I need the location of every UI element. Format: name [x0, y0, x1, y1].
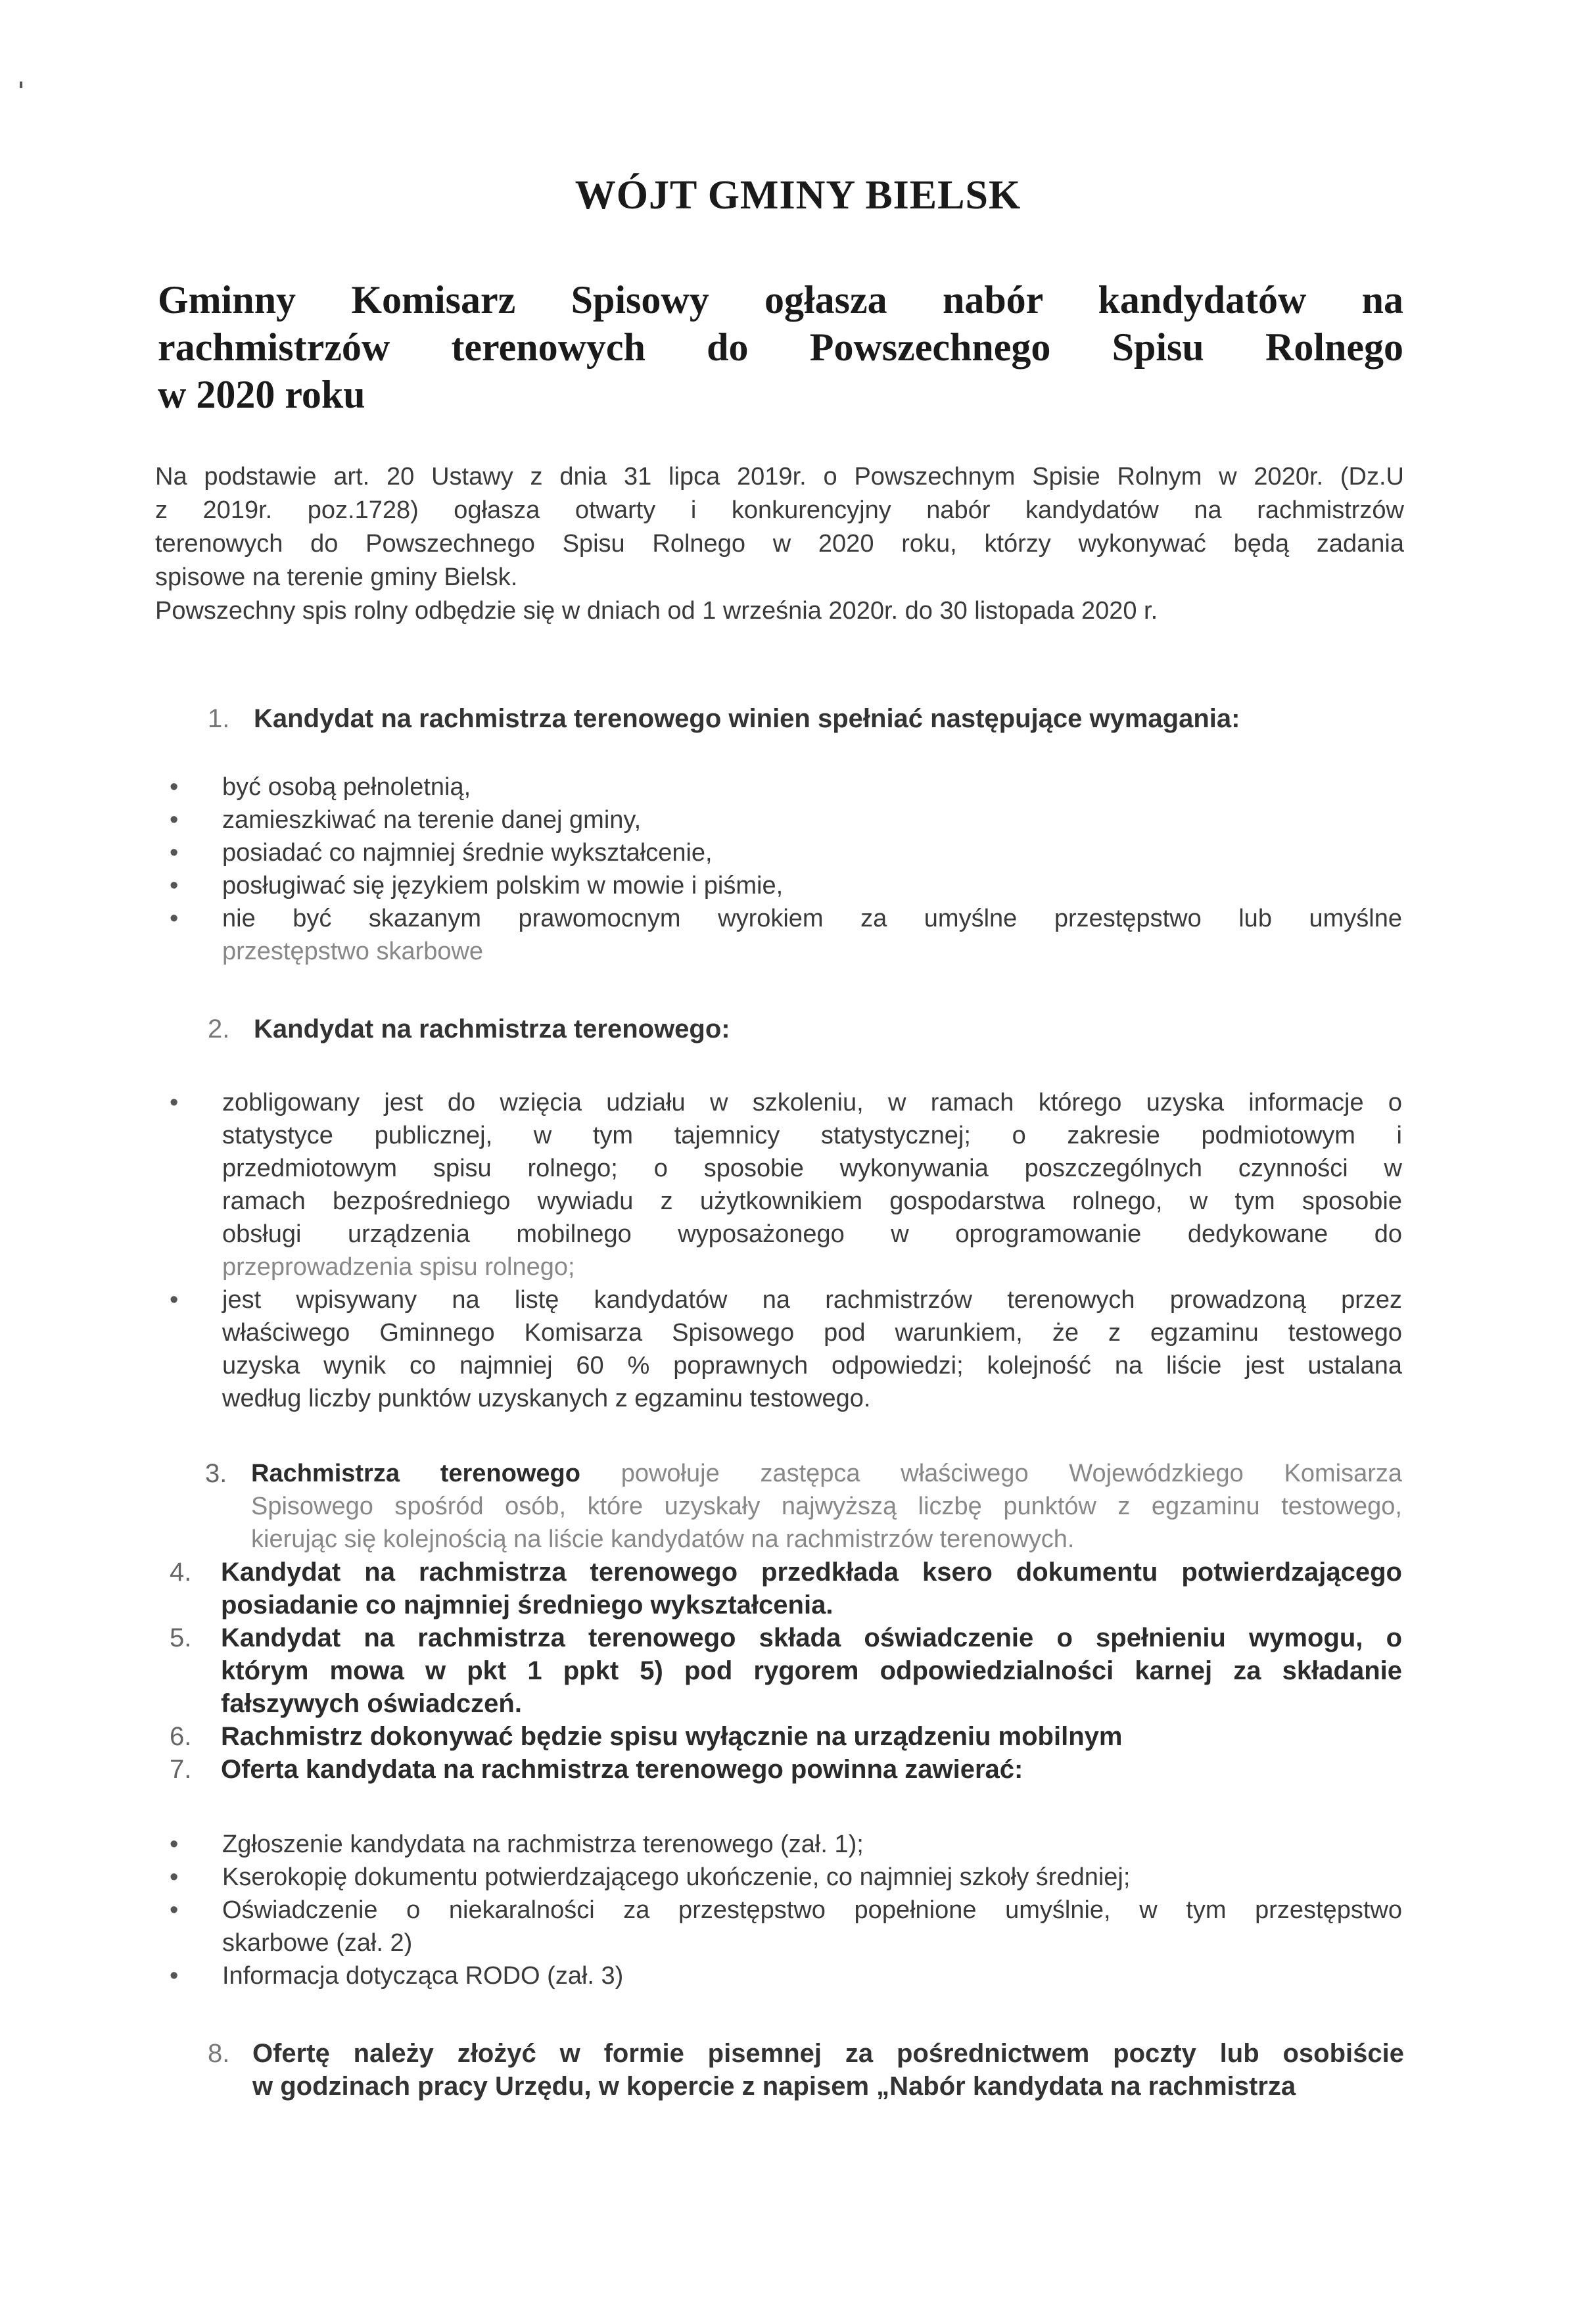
numbered-points: [170, 1457, 1402, 1786]
list-item-line: ramach bezpośredniego wywiadu z użytkownikiem gospodarstwa rolnego, w tym sposobie: [222, 1187, 1402, 1215]
list-item-line: uzyska wynik co najmniej 60 % poprawnych odpowiedzi; kolejność na liście jest ustalana: [222, 1352, 1402, 1379]
section-number: 8.: [208, 2039, 230, 2068]
section-number: 1.: [208, 704, 230, 733]
section-1-heading: [208, 702, 1240, 735]
point-line: kierując się kolejnością na liście kandydatów na rachmistrzów terenowych.: [251, 1525, 1075, 1553]
section-title: Kandydat na rachmistrza terenowego:: [254, 1015, 730, 1043]
intro-line: z 2019r. poz.1728) ogłasza otwarty i konkurencyjny nabór kandydatów na rachmistrzów: [155, 496, 1404, 524]
point-number: 4.: [170, 1558, 192, 1587]
point-line: Oferta kandydata na rachmistrza terenowego powinna zawierać:: [221, 1755, 1023, 1784]
section-line: Ofertę należy złożyć w formie pisemnej za pośrednictwem poczty lub osobiście: [252, 2039, 1404, 2068]
announcement-heading: [158, 276, 1403, 418]
point-line: Kandydat na rachmistrza terenowego składa oświadczenie o spełnieniu wymogu, o: [221, 1623, 1402, 1652]
list-item: • Zgłoszenie kandydata na rachmistrza terenowego (zał. 1);: [170, 1828, 1402, 1861]
list-item-line: statystyce publicznej, w tym tajemnicy statystycznej; o zakresie podmiotowym i: [222, 1122, 1402, 1149]
page-title: WÓJT GMINY BIELSK: [575, 173, 1021, 218]
intro-paragraph: [155, 460, 1404, 628]
list-item-line: • jest wpisywany na listę kandydatów na rachmistrzów terenowych prowadzoną przez: [222, 1286, 1402, 1314]
list-item-line: przestępstwo skarbowe: [222, 938, 484, 965]
point-number: 6.: [170, 1722, 192, 1751]
list-item-line: przeprowadzenia spisu rolnego;: [222, 1253, 575, 1281]
point-line: Rachmistrz dokonywać będzie spisu wyłącznie na urządzeniu mobilnym: [221, 1722, 1123, 1751]
point-line: którym mowa w pkt 1 ppkt 5) pod rygorem odpowiedzialności karnej za składanie: [221, 1656, 1402, 1685]
list-item-line: właściwego Gminnego Komisarza Spisowego pod warunkiem, że z egzaminu testowego: [222, 1319, 1402, 1347]
list-item: [170, 1283, 1402, 1415]
heading-line: Gminny Komisarz Spisowy ogłasza nabór kandydatów na: [158, 278, 1403, 322]
list-item: [170, 1894, 1402, 1959]
list-item-line: przedmiotowym spisu rolnego; o sposobie wykonywania poszczególnych czynności w: [222, 1155, 1402, 1182]
point-7: [170, 1753, 1402, 1786]
requirements-list: [170, 771, 1402, 968]
point-bold: Rachmistrza terenowego: [251, 1460, 580, 1487]
list-item-line: obsługi urządzenia mobilnego wyposażonego w oprogramowanie dedykowane do: [222, 1220, 1402, 1248]
offer-contents-list: [170, 1828, 1402, 1992]
candidate-duties-list: [170, 1086, 1402, 1415]
section-line: w godzinach pracy Urzędu, w kopercie z napisem „Nabór kandydata na rachmistrza: [252, 2072, 1296, 2101]
point-3: [170, 1457, 1402, 1556]
list-item-line: według liczby punktów uzyskanych z egzaminu testowego.: [222, 1385, 871, 1412]
list-item: [170, 902, 1402, 968]
list-item-line: • Oświadczenie o niekaralności za przestępstwo popełnione umyślnie, w tym przestępstwo: [222, 1896, 1402, 1924]
list-item: • zamieszkiwać na terenie danej gminy,: [170, 803, 1402, 836]
section-number: 2.: [208, 1015, 230, 1043]
point-number: 3.: [205, 1459, 227, 1488]
point-number: 7.: [170, 1755, 192, 1784]
section-title: Kandydat na rachmistrza terenowego winien spełniać następujące wymagania:: [254, 704, 1240, 733]
point-text: powołuje zastępca właściwego Wojewódzkiego Komisarza: [580, 1460, 1402, 1487]
intro-line: terenowych do Powszechnego Spisu Rolnego w 2020 roku, którzy wykonywać będą zadania: [155, 530, 1404, 558]
point-4: [170, 1556, 1402, 1621]
list-item: • Informacja dotycząca RODO (zał. 3): [170, 1959, 1402, 1992]
point-line: Spisowego spośród osób, które uzyskały najwyższą liczbę punktów z egzaminu testowego,: [251, 1493, 1402, 1520]
scan-mark: [20, 82, 22, 88]
point-6: [170, 1720, 1402, 1753]
point-5: [170, 1621, 1402, 1720]
list-item: • być osobą pełnoletnią,: [170, 771, 1402, 803]
list-item: • posiadać co najmniej średnie wykształcenie,: [170, 836, 1402, 869]
point-line: [251, 1457, 1402, 1490]
point-line: fałszywych oświadczeń.: [221, 1689, 522, 1718]
list-item-line: • zobligowany jest do wzięcia udziału w szkoleniu, w ramach którego uzyska informacje o: [222, 1089, 1402, 1116]
list-item: [170, 1086, 1402, 1283]
intro-line: Na podstawie art. 20 Ustawy z dnia 31 lipca 2019r. o Powszechnym Spisie Rolnym w 2020r. (Dz.U: [155, 463, 1404, 491]
section-8: [208, 2037, 1404, 2103]
list-item: • Kserokopię dokumentu potwierdzającego ukończenie, co najmniej szkoły średniej;: [170, 1861, 1402, 1894]
point-line: posiadanie co najmniej średniego wykształcenia.: [221, 1591, 833, 1619]
list-item: • posługiwać się językiem polskim w mowie i piśmie,: [170, 869, 1402, 902]
point-line: Kandydat na rachmistrza terenowego przedkłada ksero dokumentu potwierdzającego: [221, 1558, 1402, 1587]
intro-line: Powszechny spis rolny odbędzie się w dniach od 1 września 2020r. do 30 listopada 2020 r.: [155, 597, 1158, 625]
intro-line: spisowe na terenie gminy Bielsk.: [155, 564, 518, 591]
point-number: 5.: [170, 1623, 192, 1652]
heading-line: rachmistrzów terenowych do Powszechnego Spisu Rolnego: [158, 325, 1403, 369]
section-2-heading: [208, 1013, 730, 1045]
heading-line: w 2020 roku: [158, 373, 365, 416]
list-item-line: skarbowe (zał. 2): [222, 1929, 413, 1957]
list-item-line: • nie być skazanym prawomocnym wyrokiem za umyślne przestępstwo lub umyślne: [222, 905, 1402, 932]
